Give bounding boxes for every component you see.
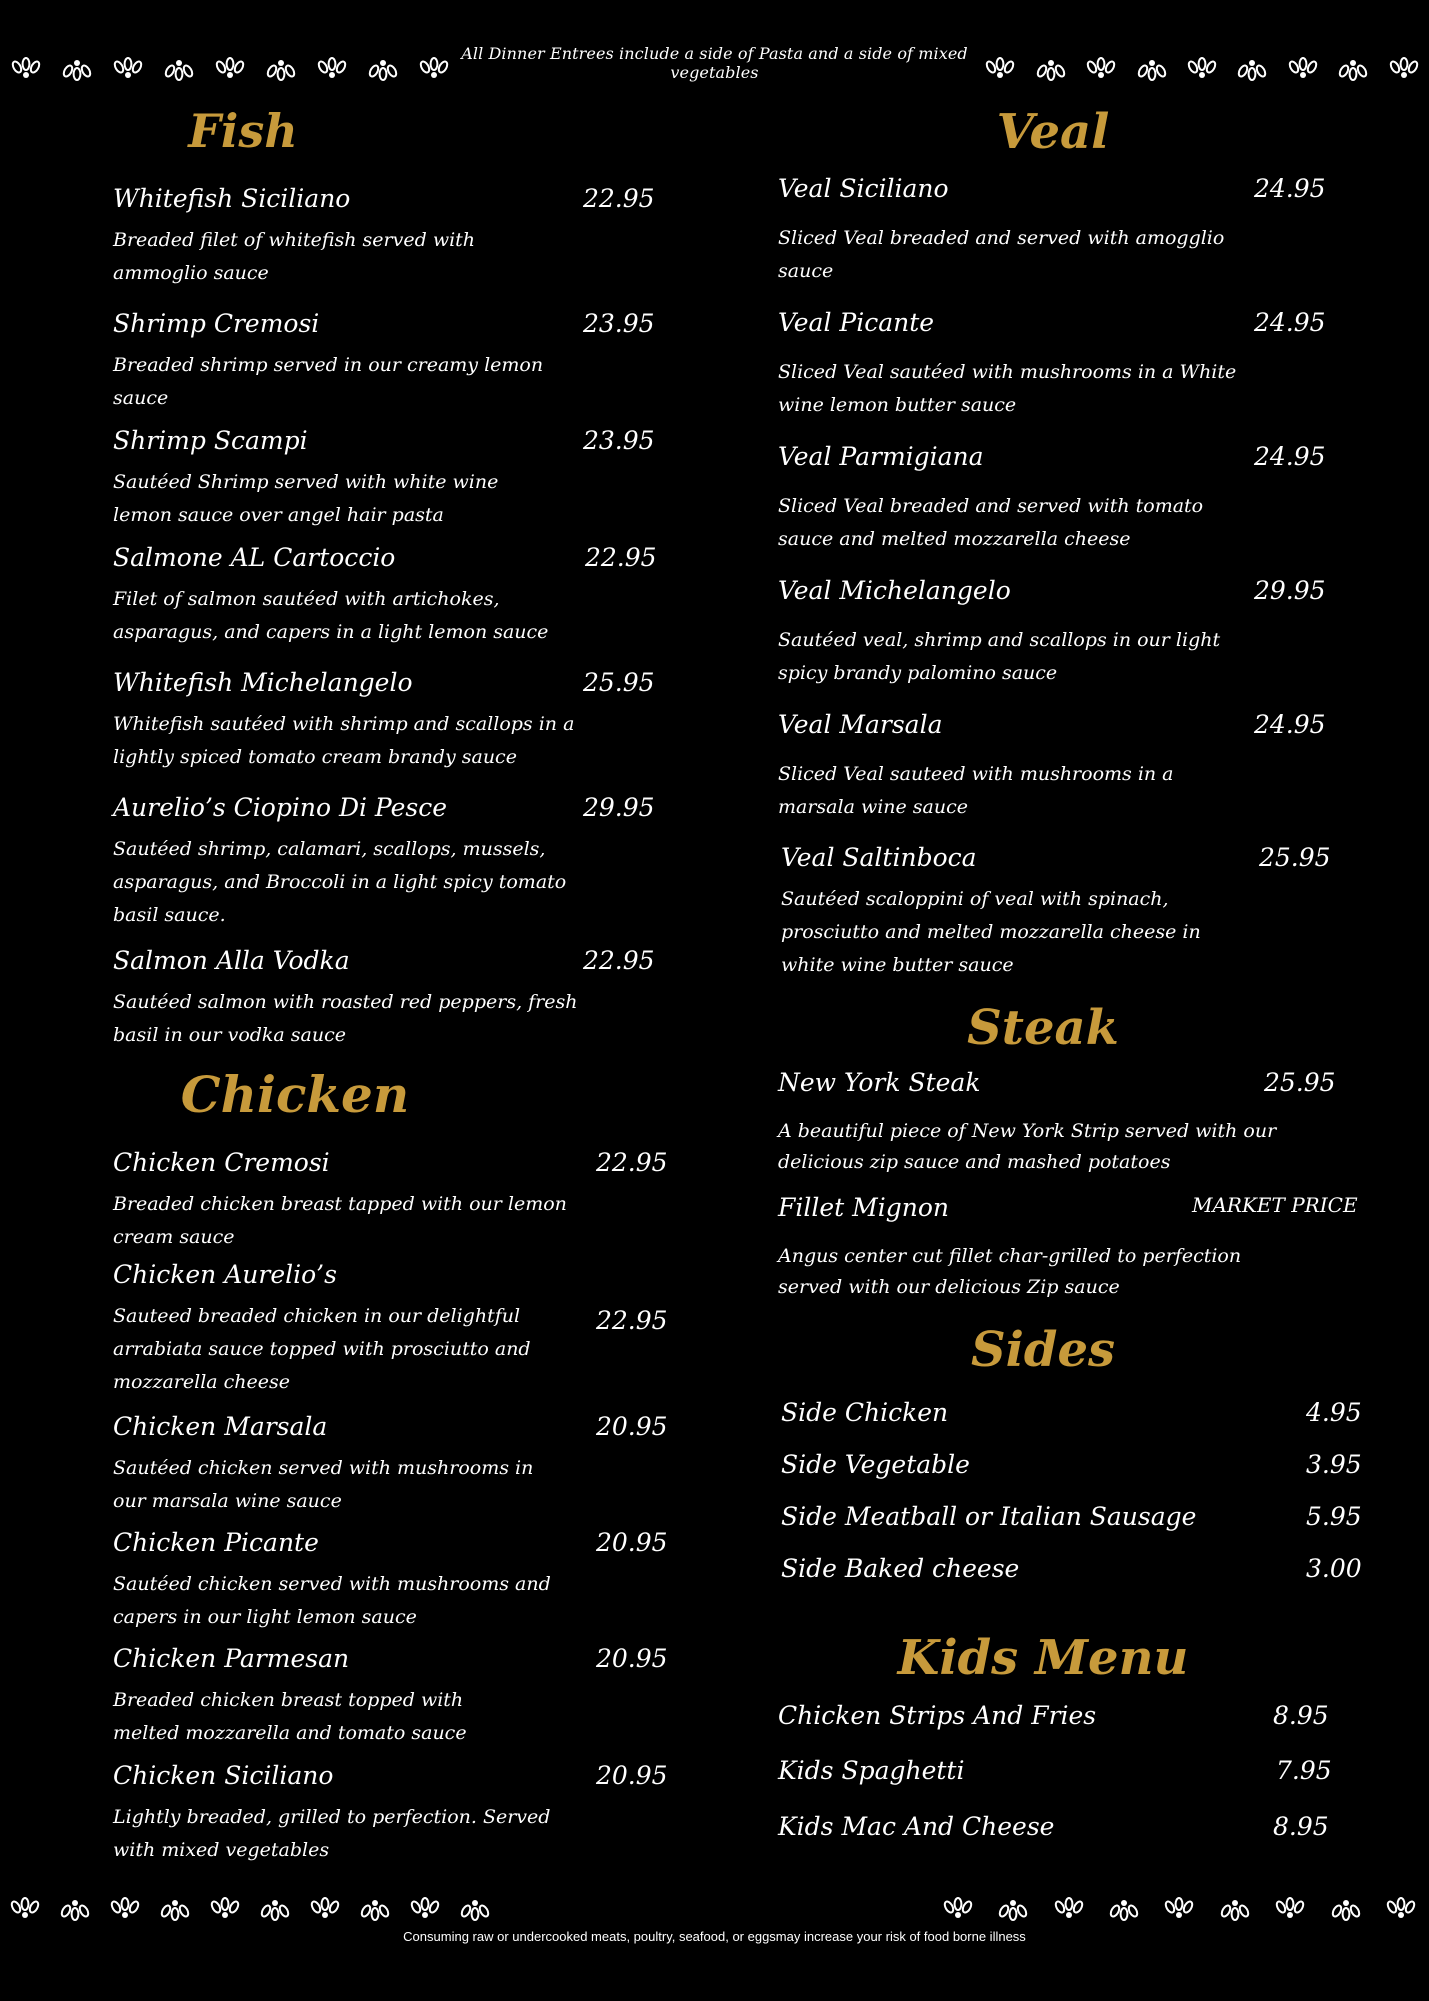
sides-title: Sides: [970, 1322, 1116, 1378]
item-price: 3.00: [1306, 1554, 1362, 1583]
item-price: 3.95: [1306, 1450, 1362, 1479]
item-price: 20.95: [596, 1528, 668, 1557]
item-name: Veal Siciliano: [778, 174, 949, 203]
item-description: Breaded filet of whitefish served with ammoglio sauce: [113, 229, 476, 284]
floral-ornament-icon: [302, 1885, 348, 1931]
item-price: 20.95: [596, 1644, 668, 1673]
item-description: Breaded chicken breast tapped with our lemon cream sauce: [113, 1193, 567, 1248]
item-name: New York Steak: [778, 1068, 981, 1097]
floral-ornament-icon: [202, 1885, 248, 1931]
item-price: 29.95: [1254, 576, 1326, 605]
item-description: Sautéed chicken served with mushrooms and capers in our light lemon sauce: [113, 1573, 551, 1628]
item-price: 8.95: [1273, 1701, 1329, 1730]
veal-title: Veal: [996, 104, 1110, 160]
item-name: Veal Marsala: [778, 710, 943, 739]
floral-ornament-icon: [990, 1885, 1036, 1931]
item-price: 7.95: [1276, 1756, 1332, 1785]
item-description: Lightly breaded, grilled to perfection. Served with mixed vegetables: [113, 1806, 551, 1861]
item-name: Chicken Parmesan: [113, 1644, 350, 1673]
item-name: Chicken Picante: [113, 1528, 319, 1557]
item-price: 25.95: [1264, 1068, 1336, 1097]
floral-ornament-icon: [452, 1885, 498, 1931]
floral-ornament-icon: [52, 1885, 98, 1931]
item-name: Chicken Cremosi: [113, 1148, 330, 1177]
item-name: Aurelio’s Ciopino Di Pesce: [113, 793, 448, 822]
item-name: Chicken Aurelio’s: [113, 1260, 337, 1289]
item-name: Veal Picante: [778, 308, 935, 337]
item-description: Sautéed salmon with roasted red peppers, fresh basil in our vodka sauce: [113, 991, 578, 1046]
item-name: Salmon Alla Vodka: [113, 946, 350, 975]
item-description: Breaded chicken breast topped with melted mozzarella and tomato sauce: [113, 1689, 467, 1744]
item-name: Side Meatball or Italian Sausage: [781, 1502, 1197, 1531]
floral-ornament-icon: [1378, 1885, 1424, 1931]
item-price: 20.95: [596, 1412, 668, 1441]
item-name: Whitefish Siciliano: [113, 184, 351, 213]
floral-ornament-icon: [1046, 1885, 1092, 1931]
item-name: Whitefish Michelangelo: [113, 668, 413, 697]
floral-ornament-icon: [1156, 1885, 1202, 1931]
floral-ornament-icon: [102, 1885, 148, 1931]
item-description: Whitefish sautéed with shrimp and scallops in a lightly spiced tomato cream brandy sauce: [113, 713, 575, 768]
left-column: [113, 0, 673, 1880]
item-description: Sautéed chicken served with mushrooms in our marsala wine sauce: [113, 1457, 534, 1512]
item-price: 20.95: [596, 1761, 668, 1790]
item-price: 25.95: [583, 668, 655, 697]
item-name: Side Chicken: [781, 1398, 949, 1427]
item-name: Chicken Siciliano: [113, 1761, 334, 1790]
item-name: Fillet Mignon: [778, 1193, 949, 1222]
item-name: Kids Mac And Cheese: [778, 1812, 1055, 1841]
item-name: Chicken Marsala: [113, 1412, 328, 1441]
item-price: 4.95: [1306, 1398, 1362, 1427]
item-price: 22.95: [596, 1148, 668, 1177]
floral-ornament-icon: [152, 1885, 198, 1931]
item-name: Veal Parmigiana: [778, 442, 984, 471]
item-price: 24.95: [1254, 710, 1326, 739]
fish-title: Fish: [188, 104, 298, 158]
item-name: Veal Saltinboca: [781, 843, 977, 872]
steak-title: Steak: [967, 1000, 1119, 1056]
floral-ornament-icon: [352, 1885, 398, 1931]
item-price: 22.95: [585, 543, 657, 572]
item-price: 22.95: [583, 184, 655, 213]
floral-ornament-icon: [252, 1885, 298, 1931]
item-price: 23.95: [583, 309, 655, 338]
item-price: 24.95: [1254, 174, 1326, 203]
item-price: 22.95: [583, 946, 655, 975]
item-price: 8.95: [1273, 1812, 1329, 1841]
item-price: 24.95: [1254, 442, 1326, 471]
item-price: 29.95: [583, 793, 655, 822]
item-description: Sauteed breaded chicken in our delightful arrabiata sauce topped with prosciutto and mozzarella cheese: [113, 1305, 531, 1393]
item-price: 25.95: [1259, 843, 1331, 872]
item-price: MARKET PRICE: [1192, 1193, 1358, 1217]
floral-ornament-icon: [935, 1885, 981, 1931]
item-description: Sliced Veal sauteed with mushrooms in a marsala wine sauce: [778, 763, 1174, 818]
item-description: Sliced Veal sautéed with mushrooms in a White wine lemon butter sauce: [778, 361, 1237, 416]
item-description: Sautéed veal, shrimp and scallops in our light spicy brandy palomino sauce: [778, 629, 1221, 684]
item-price: 23.95: [583, 426, 655, 455]
item-name: Chicken Strips And Fries: [778, 1701, 1097, 1730]
item-description: Sautéed Shrimp served with white wine lemon sauce over angel hair pasta: [113, 471, 499, 526]
item-name: Shrimp Cremosi: [113, 309, 320, 338]
item-description: Sliced Veal breaded and served with amogglio sauce: [778, 227, 1225, 282]
item-description: Angus center cut fillet char-grilled to perfection served with our delicious Zip sauce: [778, 1245, 1242, 1298]
right-column: [778, 0, 1378, 1880]
chicken-title: Chicken: [180, 1065, 410, 1124]
floral-ornament-icon: [1212, 1885, 1258, 1931]
item-name: Salmone AL Cartoccio: [113, 543, 396, 572]
item-name: Side Baked cheese: [781, 1554, 1020, 1583]
item-price: 24.95: [1254, 308, 1326, 337]
item-price: 5.95: [1306, 1502, 1362, 1531]
food-safety-disclaimer: Consuming raw or undercooked meats, poultry, seafood, or eggsmay increase your risk of food borne illness: [403, 1929, 1026, 1944]
item-price: 22.95: [596, 1306, 668, 1335]
floral-ornament-icon: [3, 45, 49, 91]
floral-ornament-icon: [2, 1885, 48, 1931]
item-name: Veal Michelangelo: [778, 576, 1011, 605]
item-description: A beautiful piece of New York Strip served with our delicious zip sauce and mashed potatoes: [778, 1120, 1277, 1173]
floral-ornament-icon: [402, 1885, 448, 1931]
item-name: Kids Spaghetti: [778, 1756, 965, 1785]
floral-ornament-icon: [1101, 1885, 1147, 1931]
item-description: Filet of salmon sautéed with artichokes, asparagus, and capers in a light lemon sauce: [113, 588, 549, 643]
floral-ornament-icon: [54, 45, 100, 91]
entree-note: All Dinner Entrees include a side of Pasta and a side of mixed vegetables: [461, 44, 968, 82]
floral-ornament-icon: [1381, 45, 1427, 91]
kids-menu-title: Kids Menu: [897, 1630, 1189, 1686]
item-name: Shrimp Scampi: [113, 426, 308, 455]
item-description: Sautéed shrimp, calamari, scallops, mussels, asparagus, and Broccoli in a light spicy tomato basil sauce.: [113, 838, 567, 926]
item-description: Breaded shrimp served in our creamy lemon sauce: [113, 354, 544, 409]
item-name: Side Vegetable: [781, 1450, 970, 1479]
item-description: Sliced Veal breaded and served with tomato sauce and melted mozzarella cheese: [778, 495, 1204, 550]
floral-ornament-icon: [1267, 1885, 1313, 1931]
floral-ornament-icon: [1323, 1885, 1369, 1931]
item-description: Sautéed scaloppini of veal with spinach, prosciutto and melted mozzarella cheese in white wine butter sauce: [781, 888, 1201, 976]
